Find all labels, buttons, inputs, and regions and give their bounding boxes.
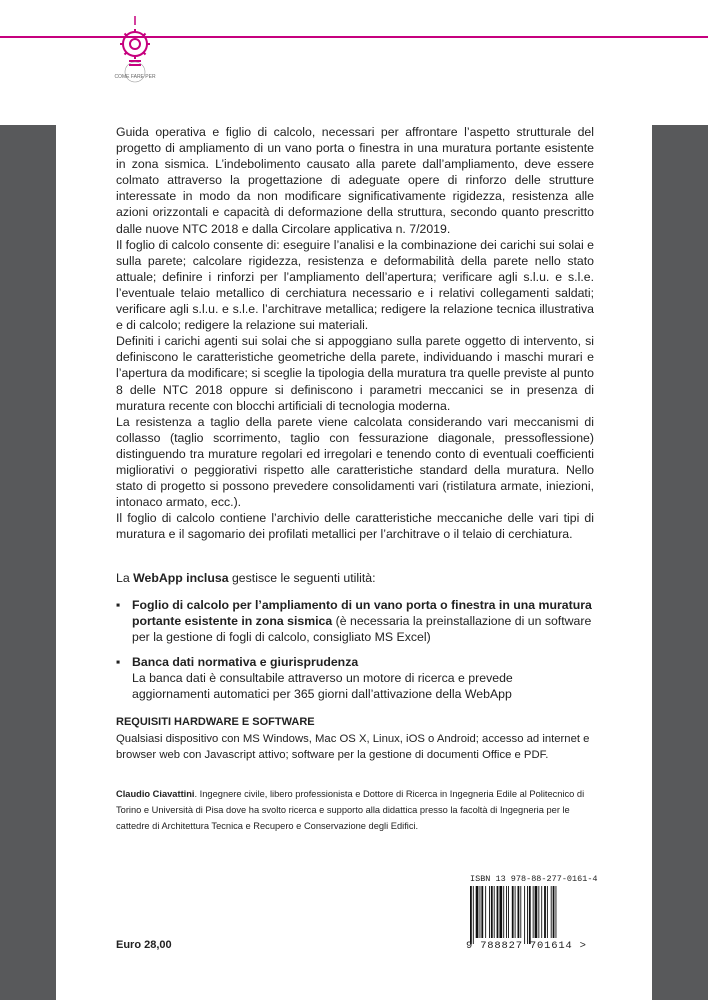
- feature-item-spreadsheet: [116, 597, 594, 645]
- left-side-band: [0, 125, 56, 1000]
- author-name: Claudio Ciavattini: [116, 789, 195, 799]
- description-text: [116, 124, 594, 542]
- webapp-intro-prefix: La: [116, 571, 134, 585]
- description-paragraph: Definiti i carichi agenti sui solai che si appoggiano sulla parete oggetto di intervento, si definiscono le caratteristiche geometriche della parete, individuando i maschi murari e l’apertura da modificare; si sceglie la tipologia della muratura tra quelle previste al punto 8 delle NTC 2018 oppure si definiscono i parametri meccanici se in presenza di muratura recente con blocchi artificiali di tecnologia moderna.: [116, 334, 594, 413]
- bullet-icon: ▪: [116, 598, 121, 612]
- bullet-icon: ▪: [116, 655, 121, 669]
- feature-detail: La banca dati è consultabile attraverso un motore di ricerca e prevede aggiornamenti automatici per 365 giorni dall’attivazione della WebApp: [132, 671, 513, 701]
- webapp-intro: [116, 570, 594, 586]
- webapp-intro-bold: WebApp inclusa: [133, 571, 229, 585]
- description-paragraph: Il foglio di calcolo contiene l’archivio delle caratteristiche meccaniche delle vari tipi di muratura e il sagomario dei profilati metallici per l’architrave o il telaio di cerchiatura.: [116, 511, 594, 542]
- requirements-text: Qualsiasi dispositivo con MS Windows, Mac OS X, Linux, iOS o Android; accesso ad internet e browser web con Javascript attivo; software per la gestione di documenti Office e PDF.: [116, 733, 590, 761]
- isbn-label: ISBN 13 978-88-277-0161-4: [470, 874, 598, 884]
- price-label: Euro 28,00: [116, 939, 172, 951]
- right-side-band: [652, 125, 708, 1000]
- author-bio-text: . Ingegnere civile, libero professionista e Dottore di Ricerca in Ingegneria Edile al Politecnico di Torino e Università di Pisa dove ha svolto ricerca e supporto alla didattica presso la facoltà di Ingegneria per le cattedre di Architettura Tecnica e Recupero e Conservazione degli Edifici.: [116, 789, 585, 831]
- feature-title: Foglio di calcolo per l’ampliamento di un vano porta o finestra in una muratura portante esistente in zona sismica: [132, 598, 592, 628]
- feature-item-database: [116, 654, 594, 702]
- feature-detail: (è necessaria la preinstallazione di un software per la gestione di fogli di calcolo, consigliato MS Excel): [132, 614, 592, 644]
- description-paragraph: Il foglio di calcolo consente di: eseguire l’analisi e la combinazione dei carichi sui solai e sulla parete; calcolare rigidezza, resistenza e deformabilità della parete nello stato attuale; definire i rinforzi per l’ampliamento dell’apertura; verificare agli s.l.u. e s.l.e. l’eventuale telaio metallico di cerchiatura necessario e i relativi collegamenti saldati; verificare agli s.l.u. e s.l.e. l’architrave metallica; redigere la relazione tecnica illustrativa e di calcolo; redigere la relazione sui materiali.: [116, 237, 594, 333]
- description-paragraph: La resistenza a taglio della parete viene calcolata considerando vari meccanismi di collasso (taglio scorrimento, taglio con fessurazione diagonale, pressoflessione) distinguendo tra murature regolari ed irregolari e tenendo conto di eventuali coefficienti migliorativi o peggiorativi rispetto alle caratteristiche standard della muratura. Nello stato di progetto si possono prevedere consolidamenti vari (ristilatura armate, iniezioni, intonaco armato, ecc.).: [116, 414, 594, 510]
- feature-title: Banca dati normativa e giurisprudenza: [132, 655, 359, 669]
- top-accent-line: [0, 36, 708, 38]
- author-bio: [116, 787, 594, 834]
- publisher-logo: [108, 16, 162, 88]
- webapp-intro-suffix: gestisce le seguenti utilità:: [228, 571, 376, 585]
- logo-text: COME FARE PER: [114, 74, 156, 80]
- requirements-title: REQUISITI HARDWARE E SOFTWARE: [116, 716, 315, 728]
- description-paragraph: Guida operativa e figlio di calcolo, necessari per affrontare l’aspetto strutturale del progetto di ampliamento di un vano porta o finestra in una muratura portante esistente in zona sismica. L’indebolimento causato alla parete dall’ampliamento, deve essere colmato attraverso la progettazione di adeguate opere di rinforzo delle strutture interessate in modo da non modificare significativamente rigidezza, resistenza alle azioni orizzontali e capacità di deformazione della struttura, secondo quanto prescritto dalle nuove NTC 2018 e dalla Circolare applicativa n. 7/2019.: [116, 125, 594, 236]
- isbn-digits: 9 788827 701614 >: [466, 940, 587, 952]
